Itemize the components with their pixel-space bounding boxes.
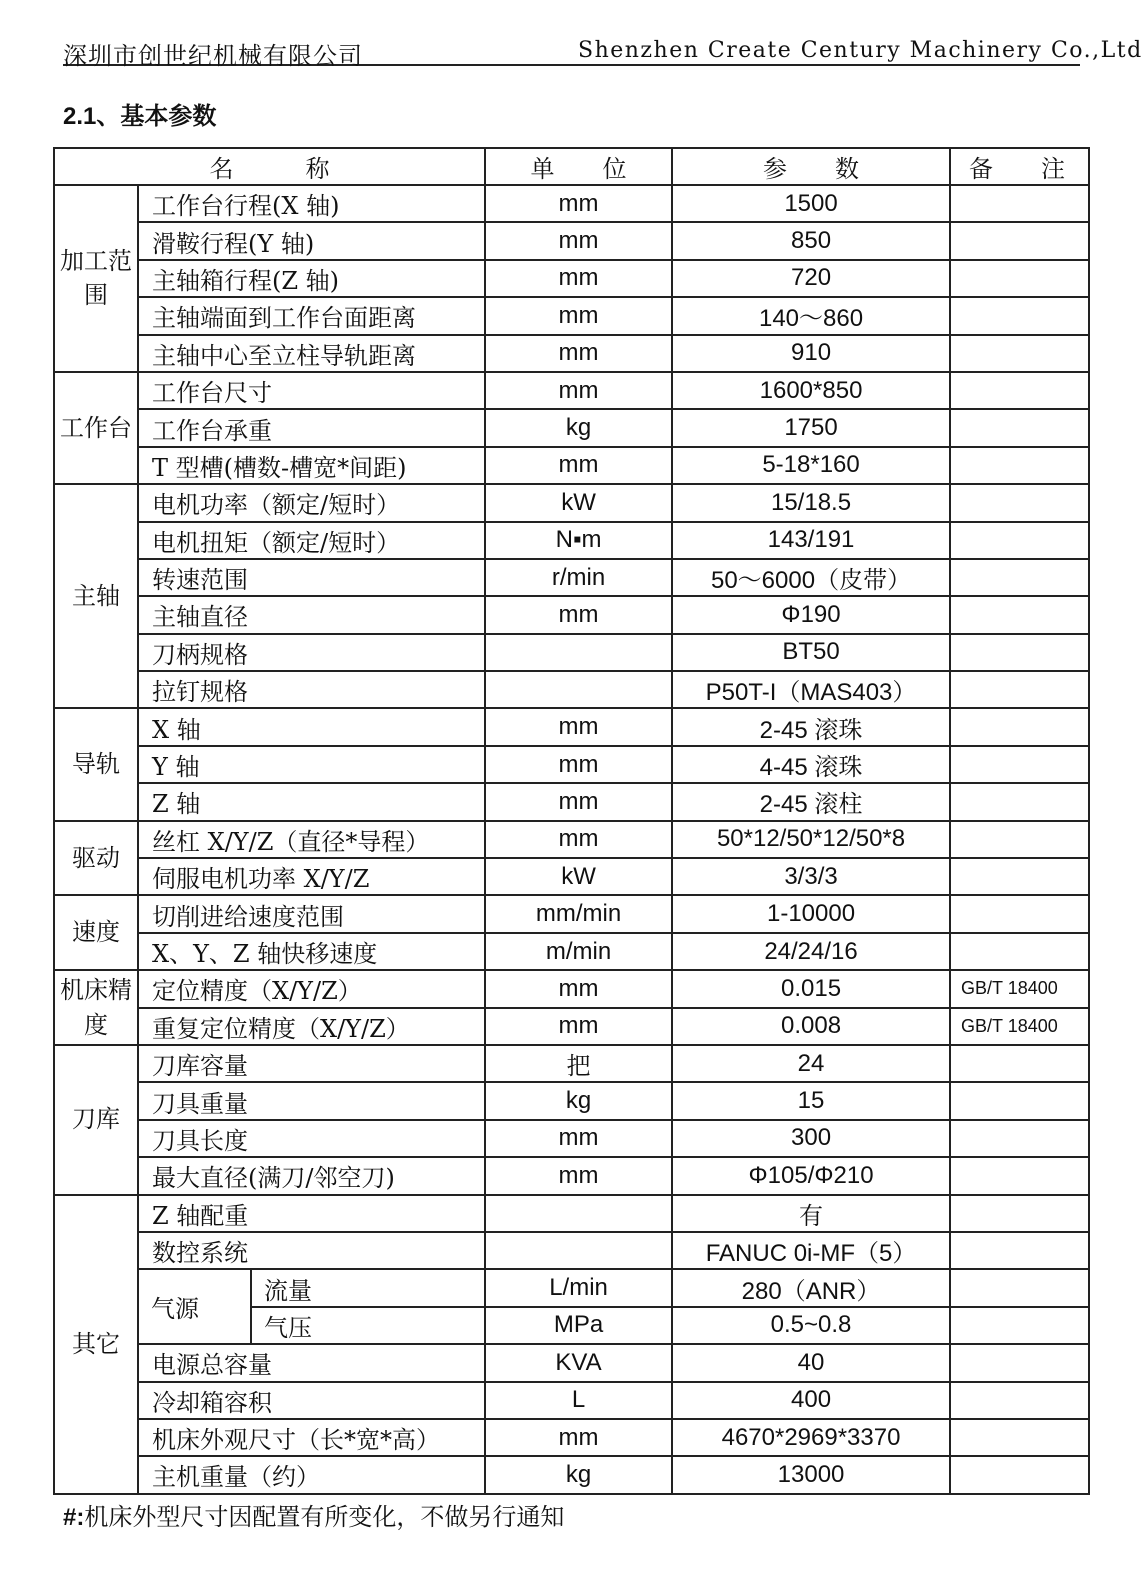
- header-name: 名 称: [54, 148, 485, 185]
- spec-name: 切削进给速度范围: [138, 895, 485, 932]
- spec-unit: KVA: [485, 1344, 672, 1381]
- category-label: 刀库: [54, 1045, 138, 1195]
- spec-unit: [485, 1195, 672, 1232]
- spec-value: 143/191: [672, 522, 950, 559]
- company-name-cn: 深圳市创世纪机械有限公司: [63, 42, 363, 70]
- spec-name: Z 轴配重: [138, 1195, 485, 1232]
- spec-note: [950, 671, 1089, 708]
- spec-note: [950, 858, 1089, 895]
- table-row: [54, 1008, 1089, 1045]
- table-row: [54, 783, 1089, 820]
- spec-name: 工作台行程(X 轴): [138, 185, 485, 222]
- spec-name: 主机重量（约）: [138, 1456, 485, 1493]
- footnote-mark: #:: [63, 1504, 85, 1531]
- spec-value: 3/3/3: [672, 858, 950, 895]
- spec-note: [950, 522, 1089, 559]
- table-row: [54, 746, 1089, 783]
- page-header: [63, 34, 1143, 70]
- spec-name: 最大直径(满刀/邻空刀): [138, 1157, 485, 1194]
- spec-name: 刀柄规格: [138, 634, 485, 671]
- table-row: [54, 933, 1089, 970]
- spec-note: GB/T 18400: [950, 970, 1089, 1007]
- category-label: 速度: [54, 895, 138, 970]
- table-row: [54, 671, 1089, 708]
- spec-note: [950, 409, 1089, 446]
- table-row: [54, 895, 1089, 932]
- header-value: 参 数: [672, 148, 950, 185]
- spec-name: 主轴箱行程(Z 轴): [138, 260, 485, 297]
- spec-value: 0.5~0.8: [672, 1307, 950, 1344]
- table-row: [54, 335, 1089, 372]
- spec-value: 1-10000: [672, 895, 950, 932]
- spec-name: 冷却箱容积: [138, 1382, 485, 1419]
- section-title: 2.1、基本参数: [63, 103, 217, 130]
- spec-name: 滑鞍行程(Y 轴): [138, 222, 485, 259]
- spec-table-body: [54, 185, 1089, 1494]
- spec-name: 定位精度（X/Y/Z）: [138, 970, 485, 1007]
- spec-unit: r/min: [485, 559, 672, 596]
- spec-note: [950, 746, 1089, 783]
- spec-name: 重复定位精度（X/Y/Z）: [138, 1008, 485, 1045]
- spec-name: 拉钉规格: [138, 671, 485, 708]
- spec-unit: mm: [485, 185, 672, 222]
- spec-note: [950, 1120, 1089, 1157]
- spec-note: [950, 895, 1089, 932]
- spec-note: [950, 1232, 1089, 1269]
- spec-unit: mm: [485, 1157, 672, 1194]
- spec-name: 转速范围: [138, 559, 485, 596]
- spec-note: [950, 335, 1089, 372]
- category-label: 主轴: [54, 484, 138, 708]
- spec-value: P50T-I（MAS403）: [672, 671, 950, 708]
- spec-name: X、Y、Z 轴快移速度: [138, 933, 485, 970]
- spec-name: 气压: [251, 1307, 485, 1344]
- spec-unit: kg: [485, 409, 672, 446]
- spec-value: 4670*2969*3370: [672, 1419, 950, 1456]
- spec-name: 流量: [251, 1269, 485, 1306]
- table-row: [54, 297, 1089, 334]
- spec-note: [950, 783, 1089, 820]
- spec-unit: mm: [485, 335, 672, 372]
- spec-unit: mm/min: [485, 895, 672, 932]
- spec-name: 数控系统: [138, 1232, 485, 1269]
- spec-unit: [485, 1232, 672, 1269]
- table-row: [54, 1195, 1089, 1232]
- spec-name: 刀库容量: [138, 1045, 485, 1082]
- spec-unit: mm: [485, 783, 672, 820]
- spec-value: 0.015: [672, 970, 950, 1007]
- spec-name: Z 轴: [138, 783, 485, 820]
- spec-note: [950, 1419, 1089, 1456]
- spec-value: Φ190: [672, 596, 950, 633]
- spec-note: [950, 484, 1089, 521]
- spec-note: GB/T 18400: [950, 1008, 1089, 1045]
- spec-note: [950, 185, 1089, 222]
- spec-unit: mm: [485, 447, 672, 484]
- table-row: [54, 372, 1089, 409]
- footnote-text: 机床外型尺寸因配置有所变化，不做另行通知: [84, 1503, 565, 1531]
- category-label: 导轨: [54, 708, 138, 820]
- table-row: [54, 708, 1089, 745]
- spec-value: 850: [672, 222, 950, 259]
- spec-note: [950, 933, 1089, 970]
- spec-value: 50～6000（皮带）: [672, 559, 950, 596]
- spec-unit: [485, 634, 672, 671]
- spec-note: [950, 372, 1089, 409]
- category-label: 驱动: [54, 821, 138, 896]
- table-row: [54, 1456, 1089, 1493]
- spec-unit: mm: [485, 222, 672, 259]
- spec-note: [950, 1195, 1089, 1232]
- spec-value: 13000: [672, 1456, 950, 1493]
- spec-unit: 把: [485, 1045, 672, 1082]
- spec-value: 24: [672, 1045, 950, 1082]
- spec-name: 工作台尺寸: [138, 372, 485, 409]
- spec-note: [950, 222, 1089, 259]
- spec-unit: mm: [485, 596, 672, 633]
- spec-name: 电机功率（额定/短时）: [138, 484, 485, 521]
- spec-unit: mm: [485, 821, 672, 858]
- spec-note: [950, 596, 1089, 633]
- table-row: [54, 447, 1089, 484]
- spec-note: [950, 1456, 1089, 1493]
- table-row: [54, 185, 1089, 222]
- company-name-en: Shenzhen Create Century Machinery Co.,Ltd: [578, 38, 1143, 63]
- table-row: [54, 222, 1089, 259]
- table-row: [54, 1382, 1089, 1419]
- spec-unit: mm: [485, 746, 672, 783]
- spec-name: 主轴中心至立柱导轨距离: [138, 335, 485, 372]
- spec-note: [950, 297, 1089, 334]
- table-row: [54, 1157, 1089, 1194]
- category-label: 加工范围: [54, 185, 138, 372]
- spec-value: 280（ANR）: [672, 1269, 950, 1306]
- spec-unit: kW: [485, 858, 672, 895]
- table-row: [54, 559, 1089, 596]
- table-row: [54, 1045, 1089, 1082]
- spec-name: 机床外观尺寸（长*宽*高）: [138, 1419, 485, 1456]
- spec-value: 24/24/16: [672, 933, 950, 970]
- spec-unit: mm: [485, 1120, 672, 1157]
- spec-value: BT50: [672, 634, 950, 671]
- spec-name: 工作台承重: [138, 409, 485, 446]
- spec-name: Y 轴: [138, 746, 485, 783]
- spec-value: 40: [672, 1344, 950, 1381]
- category-label: 机床精度: [54, 970, 138, 1045]
- spec-unit: mm: [485, 708, 672, 745]
- table-row: [54, 1344, 1089, 1381]
- spec-name: X 轴: [138, 708, 485, 745]
- spec-unit: L: [485, 1382, 672, 1419]
- table-row: [54, 1082, 1089, 1119]
- category-label: 其它: [54, 1195, 138, 1494]
- spec-value: 910: [672, 335, 950, 372]
- spec-note: [950, 1045, 1089, 1082]
- spec-value: 720: [672, 260, 950, 297]
- table-row: [54, 970, 1089, 1007]
- spec-name: T 型槽(槽数-槽宽*间距): [138, 447, 485, 484]
- spec-value: 2-45 滚珠: [672, 708, 950, 745]
- footnote: [63, 1497, 564, 1532]
- spec-value: 1600*850: [672, 372, 950, 409]
- spec-value: 15: [672, 1082, 950, 1119]
- spec-note: [950, 821, 1089, 858]
- spec-value: 4-45 滚珠: [672, 746, 950, 783]
- spec-name: 电源总容量: [138, 1344, 485, 1381]
- table-row: [54, 634, 1089, 671]
- spec-unit: mm: [485, 297, 672, 334]
- spec-value: 2-45 滚柱: [672, 783, 950, 820]
- spec-name: 电机扭矩（额定/短时）: [138, 522, 485, 559]
- table-row: [54, 484, 1089, 521]
- table-row: [54, 1419, 1089, 1456]
- table-row: [54, 1232, 1089, 1269]
- spec-name: 伺服电机功率 X/Y/Z: [138, 858, 485, 895]
- spec-note: [950, 1344, 1089, 1381]
- spec-value: 15/18.5: [672, 484, 950, 521]
- table-row: [54, 1269, 1089, 1306]
- spec-value: 1500: [672, 185, 950, 222]
- spec-note: [950, 634, 1089, 671]
- spec-note: [950, 559, 1089, 596]
- table-row: [54, 1120, 1089, 1157]
- spec-name: 主轴直径: [138, 596, 485, 633]
- table-header-row: [54, 148, 1089, 185]
- spec-value: 400: [672, 1382, 950, 1419]
- spec-unit: kg: [485, 1082, 672, 1119]
- header-unit: 单 位: [485, 148, 672, 185]
- spec-value: 5-18*160: [672, 447, 950, 484]
- table-row: [54, 821, 1089, 858]
- header-note: 备 注: [950, 148, 1089, 185]
- spec-unit: kW: [485, 484, 672, 521]
- spec-value: 50*12/50*12/50*8: [672, 821, 950, 858]
- spec-name: 丝杠 X/Y/Z（直径*导程）: [138, 821, 485, 858]
- spec-note: [950, 1269, 1089, 1306]
- spec-unit: N▪m: [485, 522, 672, 559]
- spec-unit: MPa: [485, 1307, 672, 1344]
- spec-unit: [485, 671, 672, 708]
- table-row: [54, 522, 1089, 559]
- spec-value: 140～860: [672, 297, 950, 334]
- spec-table: [53, 147, 1090, 1495]
- spec-note: [950, 260, 1089, 297]
- spec-unit: mm: [485, 372, 672, 409]
- spec-unit: kg: [485, 1456, 672, 1493]
- spec-value: 0.008: [672, 1008, 950, 1045]
- spec-note: [950, 708, 1089, 745]
- table-row: [54, 858, 1089, 895]
- spec-unit: mm: [485, 1419, 672, 1456]
- spec-unit: m/min: [485, 933, 672, 970]
- table-row: [54, 260, 1089, 297]
- spec-note: [950, 1082, 1089, 1119]
- spec-note: [950, 1382, 1089, 1419]
- spec-value: FANUC 0i-MF（5）: [672, 1232, 950, 1269]
- spec-value: 1750: [672, 409, 950, 446]
- spec-note: [950, 1307, 1089, 1344]
- spec-unit: mm: [485, 260, 672, 297]
- spec-name: 刀具重量: [138, 1082, 485, 1119]
- subcategory-label: 气源: [138, 1269, 251, 1344]
- spec-name: 刀具长度: [138, 1120, 485, 1157]
- spec-unit: mm: [485, 1008, 672, 1045]
- spec-note: [950, 447, 1089, 484]
- spec-value: 300: [672, 1120, 950, 1157]
- spec-unit: mm: [485, 970, 672, 1007]
- table-row: [54, 409, 1089, 446]
- spec-note: [950, 1157, 1089, 1194]
- spec-unit: L/min: [485, 1269, 672, 1306]
- category-label: 工作台: [54, 372, 138, 484]
- spec-name: 主轴端面到工作台面距离: [138, 297, 485, 334]
- table-row: [54, 596, 1089, 633]
- spec-value: 有: [672, 1195, 950, 1232]
- spec-value: Φ105/Φ210: [672, 1157, 950, 1194]
